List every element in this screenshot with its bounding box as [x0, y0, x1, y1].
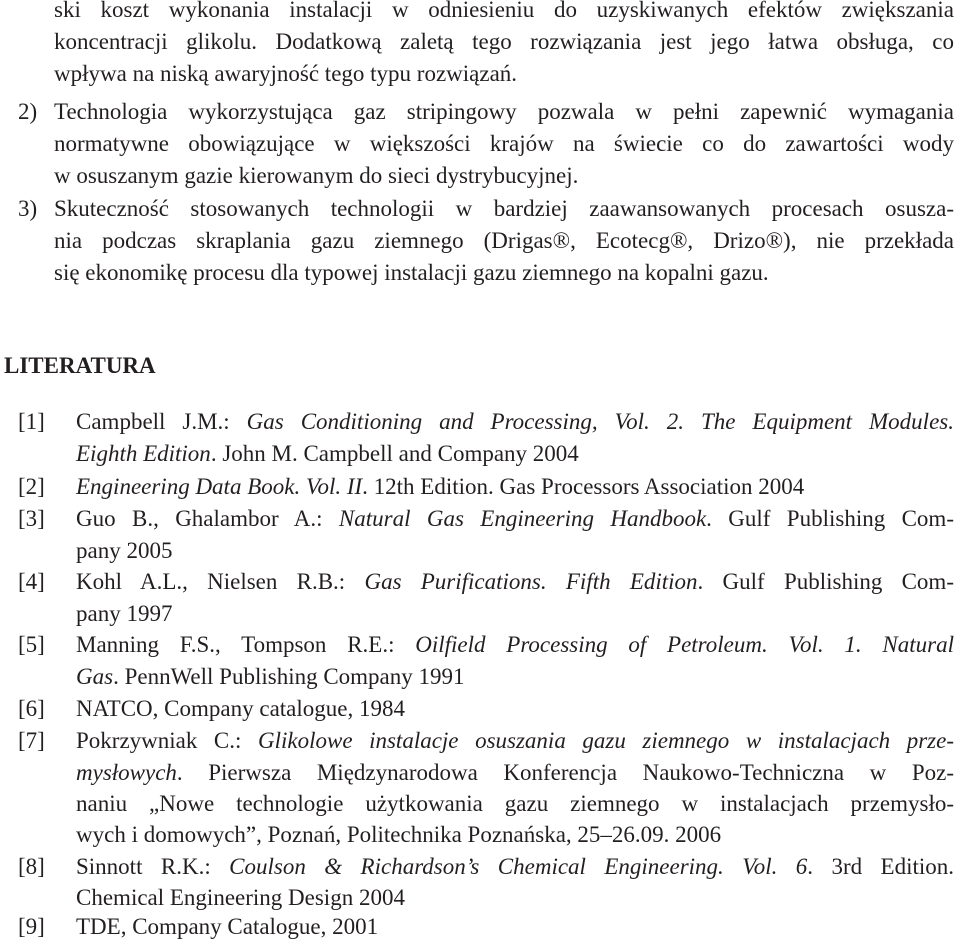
point-2-number: 2) [18, 99, 38, 124]
point-3-line-2: nia podczas skraplania gazu ziemnego (Drigas®, Ecotecg®, Drizo®), nie przekłada [54, 228, 954, 253]
reference-1-continuation [76, 438, 579, 470]
reference-title: Glikolowe instalacje osuszania gazu ziemnego w instalacjach prze- [257, 728, 954, 753]
reference-publisher: . Gulf Publishing Com- [697, 569, 954, 594]
reference-title: Natural Gas Engineering Handbook [338, 506, 707, 531]
reference-4-continuation: pany 1997 [76, 601, 173, 626]
reference-text [76, 851, 954, 883]
reference-number: [2] [18, 474, 45, 499]
reference-publisher: . John M. Campbell and Company 2004 [210, 441, 579, 466]
reference-author: Manning F.S., Tompson R.E.: [76, 632, 416, 657]
reference-title-cont: mysłowych [76, 760, 177, 785]
reference-text [76, 629, 954, 661]
reference-number: [7] [18, 728, 45, 753]
point-2-line-1: Technologia wykorzystująca gaz stripingowy pozwala w pełni zapewnić wymagania [54, 99, 954, 124]
reference-author: Guo B., Ghalambor A.: [76, 506, 339, 531]
reference-7-continuation-3: wych i domowych”, Poznań, Politechnika Poznańska, 25–26.09. 2006 [76, 822, 722, 847]
reference-publisher: . 12th Edition. Gas Processors Association 2004 [362, 474, 805, 499]
reference-title: Gas Conditioning and Processing, Vol. 2. The Equipment Modules. [246, 409, 954, 434]
reference-text: NATCO, Company catalogue, 1984 [76, 696, 405, 721]
reference-text [76, 471, 804, 503]
reference-3-continuation: pany 2005 [76, 538, 173, 563]
reference-text [76, 725, 954, 757]
reference-7-continuation-1 [76, 757, 954, 789]
point-3-number: 3) [18, 196, 38, 221]
reference-number: [5] [18, 632, 45, 657]
reference-publisher: . PennWell Publishing Company 1991 [113, 664, 465, 689]
literature-heading: LITERATURA [4, 353, 156, 378]
reference-text [76, 566, 954, 598]
reference-author: Campbell J.M.: [76, 409, 247, 434]
point-3-line-1: Skuteczność stosowanych technologii w bardziej zaawansowanych procesach osusza- [54, 196, 954, 221]
reference-number: [3] [18, 506, 45, 531]
point-3-line-3: się ekonomikę procesu dla typowej instalacji gazu ziemnego na kopalni gazu. [54, 260, 769, 285]
reference-author: Sinnott R.K.: [76, 854, 230, 879]
reference-title: Engineering Data Book. Vol. II [76, 474, 363, 499]
reference-author: Pokrzywniak C.: [76, 728, 258, 753]
reference-7-continuation-2: naniu „Nowe technologie użytkowania gazu ziemnego w instalacjach przemysło- [76, 791, 954, 816]
reference-number: [4] [18, 569, 45, 594]
reference-number: [6] [18, 696, 45, 721]
reference-title: Oilfield Processing of Petroleum. Vol. 1. Natural [415, 632, 954, 657]
reference-number: [8] [18, 854, 45, 879]
intro-line-1: ski koszt wykonania instalacji w odniesieniu do uzyskiwanych efektów zwiększania [54, 0, 954, 22]
point-2-line-3: w osuszanym gazie kierowanym do sieci dystrybucyjnej. [54, 163, 579, 188]
reference-5-continuation [76, 661, 465, 693]
point-2-line-2: normatywne obowiązujące w większości krajów na świecie co do zawartości wody [54, 131, 954, 156]
reference-publisher: . Pierwsza Międzynarodowa Konferencja Naukowo-Techniczna w Poz- [176, 760, 954, 785]
reference-title: Coulson & Richardson’s Chemical Engineering. Vol. 6 [229, 854, 808, 879]
reference-8-continuation: Chemical Engineering Design 2004 [76, 885, 405, 910]
reference-title: Gas Purifications. Fifth Edition [364, 569, 698, 594]
reference-title-cont: Eighth Edition [76, 441, 211, 466]
reference-number: [1] [18, 409, 45, 434]
intro-line-3: wpływa na niską awaryjność tego typu rozwiązań. [54, 61, 518, 86]
reference-title-cont: Gas [76, 664, 114, 689]
intro-line-2: koncentracji glikolu. Dodatkową zaletą tego rozwiązania jest jego łatwa obsługa, co [54, 29, 954, 54]
reference-publisher: . 3rd Edition. [807, 854, 954, 879]
reference-publisher: . Gulf Publishing Com- [706, 506, 954, 531]
reference-text [76, 503, 954, 535]
reference-number: [9] [18, 914, 45, 939]
reference-text: TDE, Company Catalogue, 2001 [76, 914, 379, 939]
reference-text [76, 406, 954, 438]
reference-author: Kohl A.L., Nielsen R.B.: [76, 569, 365, 594]
